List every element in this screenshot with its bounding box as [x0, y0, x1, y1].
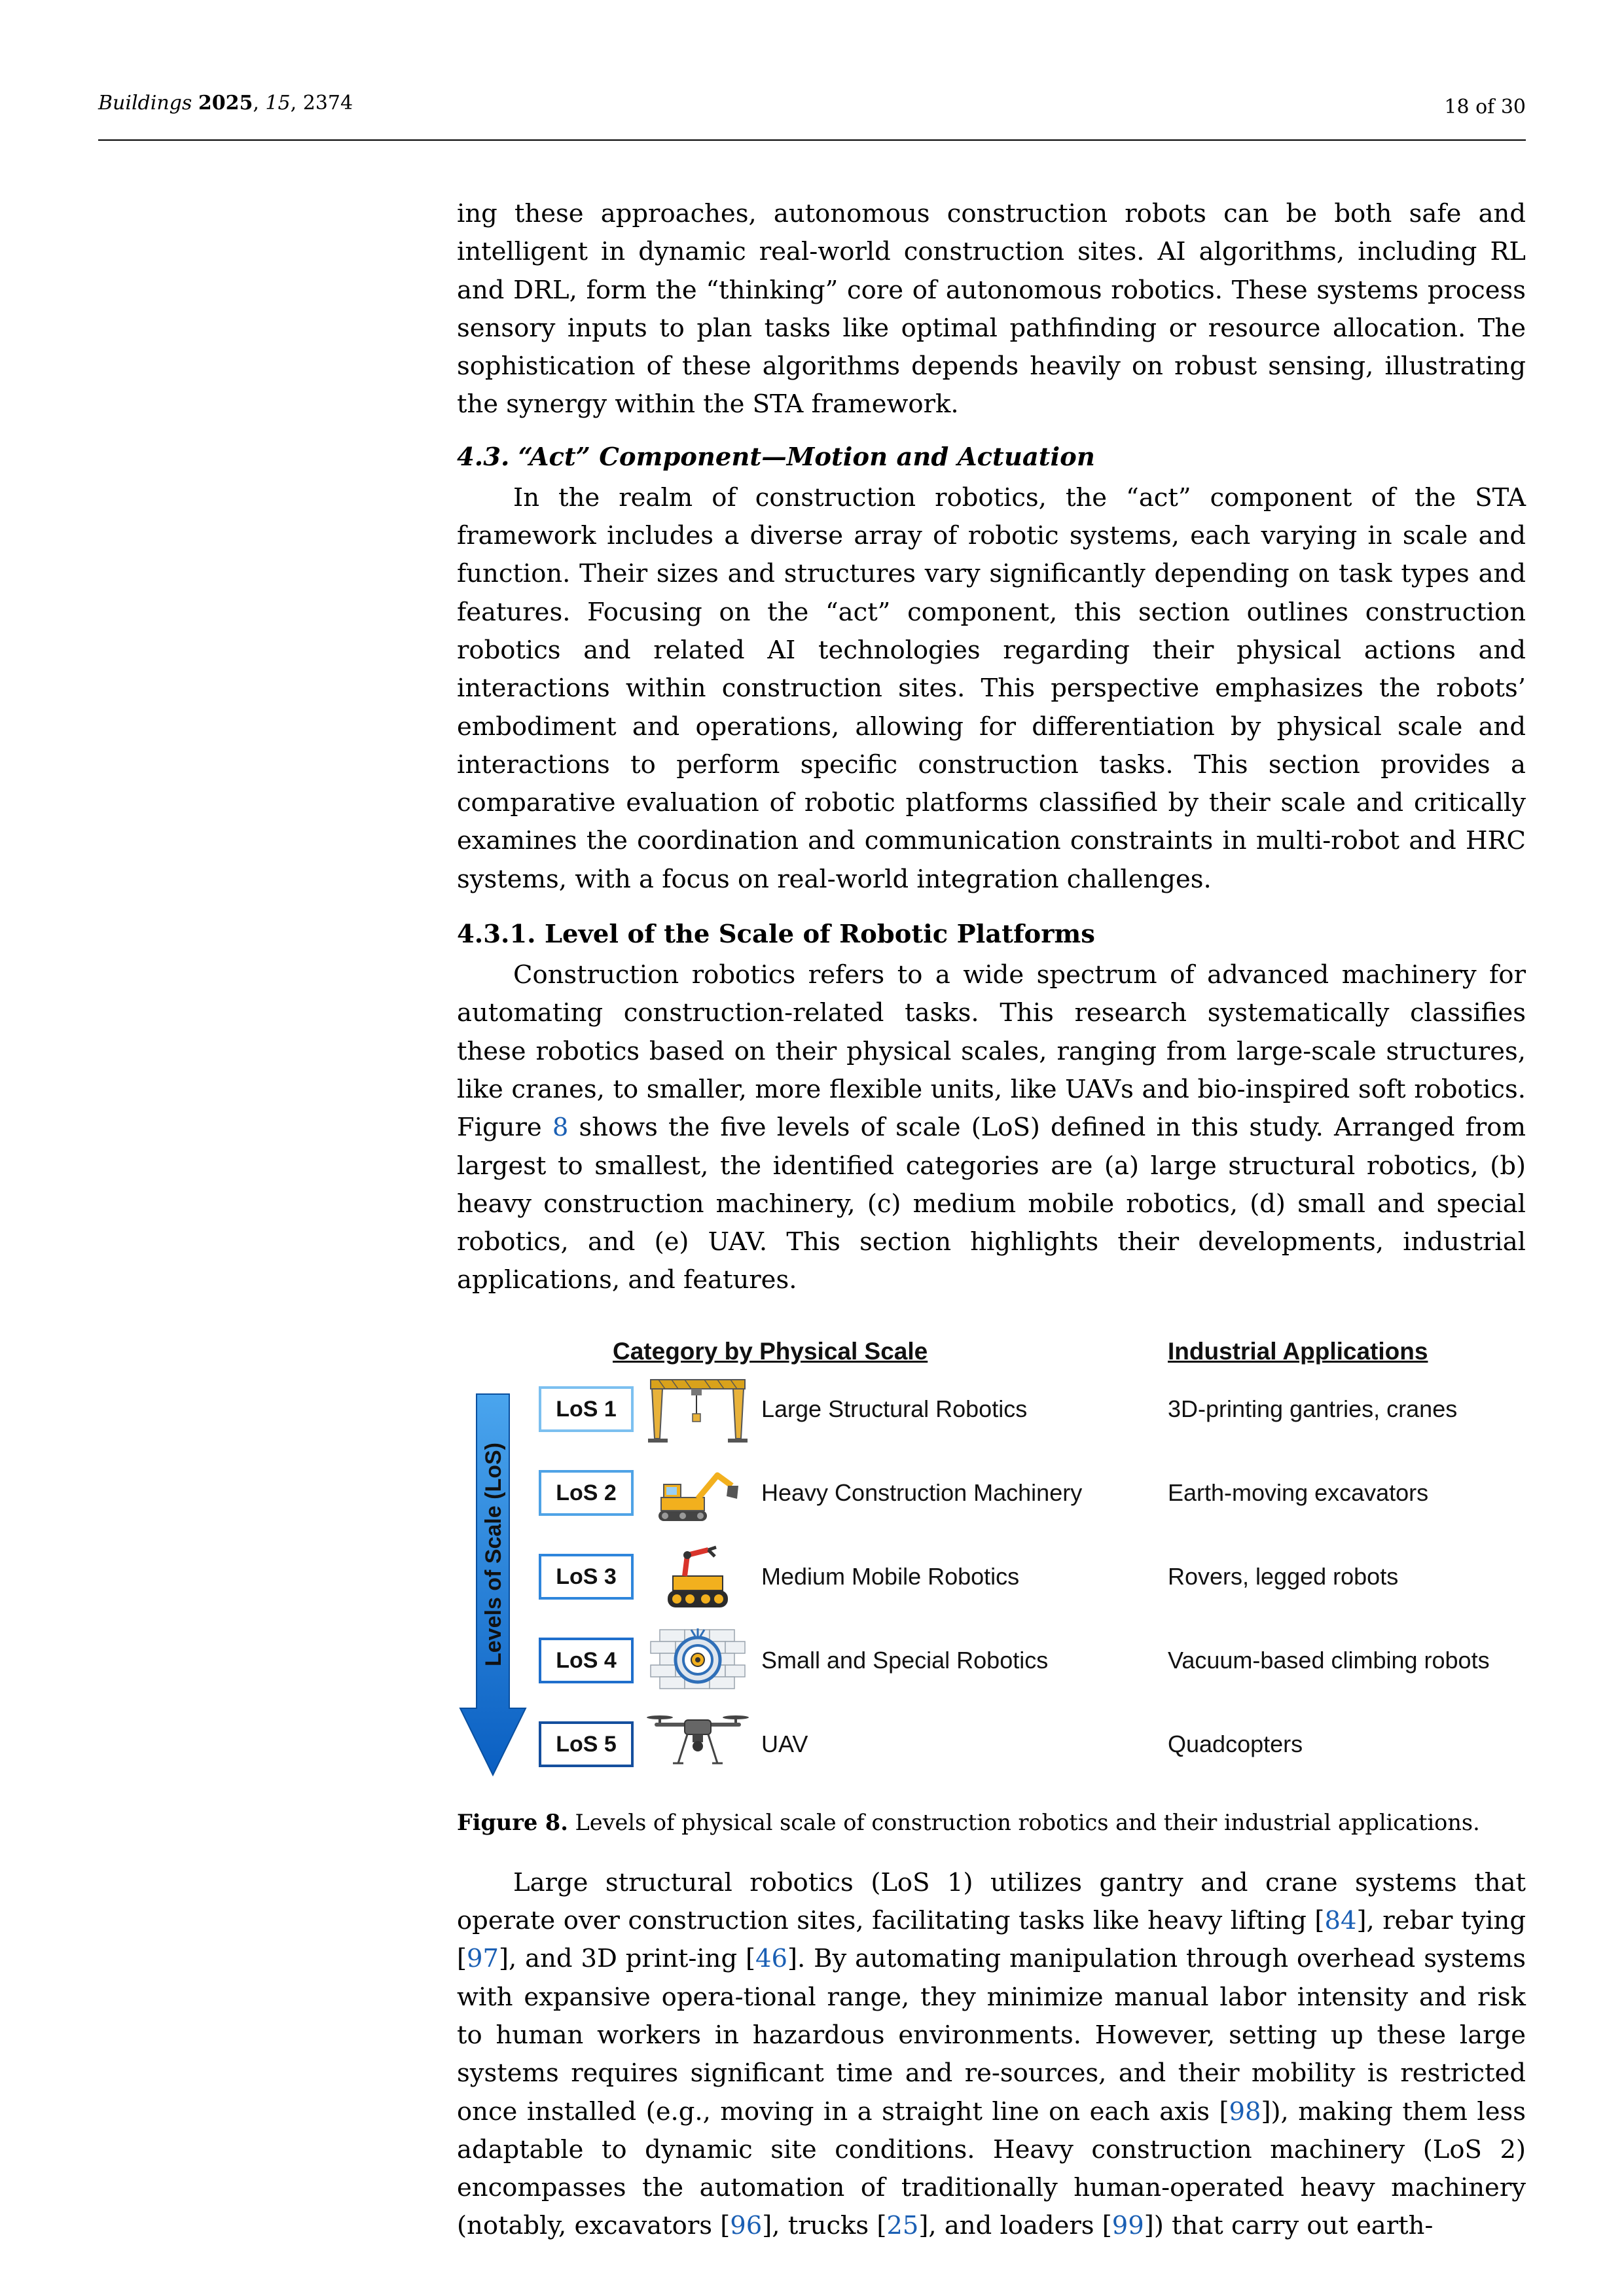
journal-name: Buildings [98, 92, 192, 115]
subsection-4-3-1-paragraph [457, 956, 1526, 1300]
paragraph-text: ], and 3D print-ing [ [499, 1944, 756, 1974]
citation-84[interactable]: 84 [1324, 1906, 1357, 1936]
los-discussion-paragraph [457, 1864, 1526, 2246]
page-number: 18 of 30 [1444, 96, 1526, 118]
citation-96[interactable]: 96 [730, 2211, 763, 2241]
paragraph-text: ], rebar tying [ [457, 1906, 1526, 1974]
los-4-name: Small and Special Robotics [761, 1646, 1049, 1674]
subsection-heading-4-3-1: 4.3.1. Level of the Scale of Robotic Platforms [457, 920, 1095, 950]
rover-robot-icon [645, 1541, 750, 1613]
los-1-name: Large Structural Robotics [761, 1395, 1028, 1422]
los-2-badge: LoS 2 [539, 1470, 634, 1516]
category-header: Category by Physical Scale [613, 1337, 928, 1365]
los-4-application: Vacuum-based climbing robots [1168, 1646, 1490, 1674]
los-5-badge: LoS 5 [539, 1721, 634, 1767]
header-divider [98, 139, 1526, 141]
paragraph-text: ]) that carry out earth- [1144, 2211, 1434, 2241]
citation-97[interactable]: 97 [467, 1944, 499, 1974]
citation-46[interactable]: 46 [755, 1944, 788, 1974]
paragraph-text: ], trucks [ [762, 2211, 887, 2241]
paragraph-text: ]), making them less adaptable to dynamic site conditions. Heavy construction machinery (LoS 2) encompasses the automation of traditionally human-operated heavy machinery (notably, excavators [ [457, 2096, 1526, 2241]
los-3-application: Rovers, legged robots [1168, 1562, 1399, 1590]
levels-of-scale-arrow [457, 1388, 529, 1780]
section-4-3-paragraph: In the realm of construction robotics, the “act” component of the STA framework includes a diverse array of robotic systems, each varying in scale and function. Their sizes and structures vary significantly depending on task types and features. Focusing on the “act” component, this section outlines construction robotics and related AI technologies regarding their physical actions and interactions within construction sites. This perspective emphasizes the robots’ embodiment and operations, allowing for differentiation by physical scale and interactions to perform specific construction tasks. This section provides a comparative evaluation of robotic platforms classified by their scale and critically examines the coordination and communication constraints in multi-robot and HRC systems, with a focus on real-world integration challenges. [457, 482, 1526, 894]
paragraph-text: shows the five levels of scale (LoS) defined in this study. Arranged from largest to smallest, the identified categories are (a) large structural robotics, (b) heavy construction machinery, (c) medium mobile robotics, (d) small and special robotics, and (e) UAV. This section highlights their developments, industrial applications, and features. [457, 1113, 1526, 1295]
figure-caption [457, 1808, 1526, 1838]
los-3-badge: LoS 3 [539, 1554, 634, 1600]
climbing-robot-icon [645, 1624, 750, 1696]
journal-year: 2025 [198, 92, 253, 115]
los-5-name: UAV [761, 1730, 808, 1757]
los-1-badge: LoS 1 [539, 1386, 634, 1432]
intro-paragraph: ing these approaches, autonomous construction robots can be both safe and intelligent in dynamic real-world construction sites. AI algorithms, including RL and DRL, form the “thinking” core of autonomous robotics. These systems process sensory inputs to plan tasks like optimal pathfinding or resource allocation. The sophistication of these algorithms depends heavily on robust sensing, illustrating the synergy within the STA framework. [457, 199, 1526, 420]
citation-98[interactable]: 98 [1229, 2096, 1261, 2126]
arrow-label: Levels of Scale (LoS) [481, 1442, 506, 1666]
main-column [457, 195, 1526, 2246]
paragraph-text: ], and loaders [ [918, 2211, 1112, 2241]
gantry-crane-icon [645, 1373, 750, 1445]
los-5-application: Quadcopters [1168, 1730, 1303, 1757]
journal-reference: Buildings 2025, 15, 2374 [98, 92, 353, 115]
paragraph-text: Construction robotics refers to a wide spectrum of advanced machinery for automating construction-related tasks. This research systematically classifies these robotics based on their physical scales, ranging from large-scale structures, like cranes, to smaller, more flexible units, like UAVs and bio-inspired soft robotics. Figure [457, 960, 1526, 1143]
los-4-badge: LoS 4 [539, 1638, 634, 1683]
citation-25[interactable]: 25 [886, 2211, 919, 2241]
applications-header: Industrial Applications [1168, 1337, 1428, 1365]
drone-icon [645, 1708, 750, 1780]
los-3-name: Medium Mobile Robotics [761, 1562, 1020, 1590]
caption-label: Figure 8. [457, 1809, 568, 1835]
article-number: 2374 [302, 92, 353, 115]
los-2-application: Earth-moving excavators [1168, 1479, 1429, 1506]
figure-8-link[interactable]: 8 [552, 1113, 569, 1143]
section-heading-4-3: 4.3. “Act” Component—Motion and Actuation [457, 442, 1095, 472]
figure-8 [457, 1322, 1526, 1793]
los-1-application: 3D-printing gantries, cranes [1168, 1395, 1458, 1422]
paragraph-text: Large structural robotics (LoS 1) utilizes gantry and crane systems that operate over construction sites, facilitating tasks like heavy lifting [ [457, 1867, 1526, 1936]
page-header [98, 92, 1526, 137]
paragraph-text: ]. By automating manipulation through overhead systems with expansive opera-tional range, they minimize manual labor intensity and risk to human workers in hazardous environments. However, setting up these large systems requires significant time and re-sources, and their mobility is restricted once installed (e.g., moving in a straight line on each axis [ [457, 1944, 1526, 2126]
excavator-icon [645, 1457, 750, 1529]
citation-99[interactable]: 99 [1111, 2211, 1144, 2241]
journal-volume: 15 [265, 92, 291, 115]
caption-text: Levels of physical scale of construction robotics and their industrial applications. [568, 1809, 1480, 1835]
los-2-name: Heavy Construction Machinery [761, 1479, 1083, 1506]
